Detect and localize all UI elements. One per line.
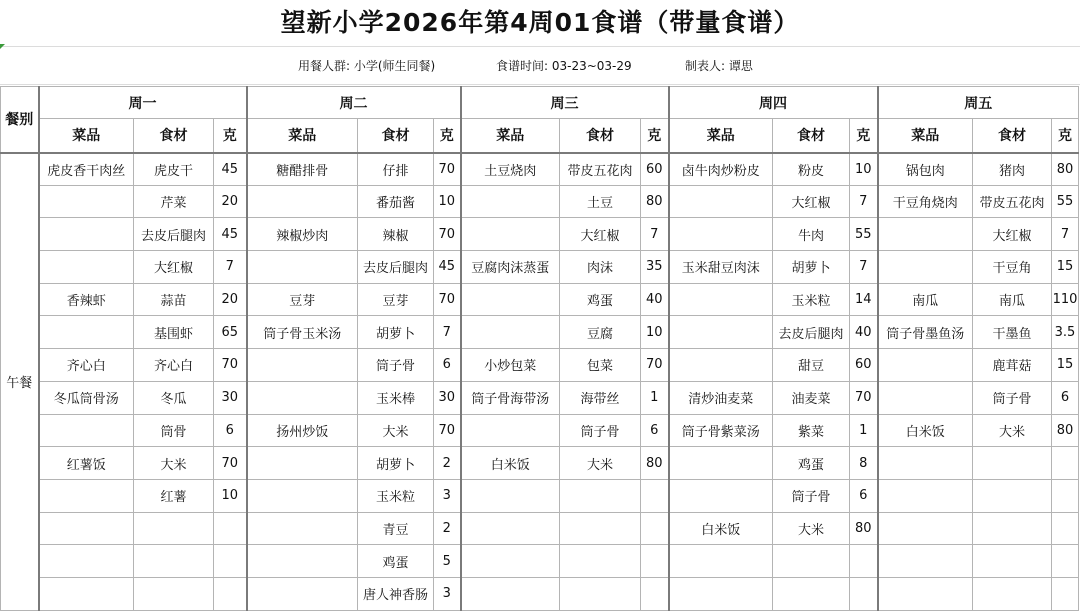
- tue-ingredient-cell: 辣椒: [358, 218, 434, 251]
- fri-grams-cell: 15: [1052, 349, 1079, 382]
- wed-dish-cell: 白米饭: [461, 447, 560, 480]
- mon-ingredient-cell: 去皮后腿肉: [134, 218, 214, 251]
- table-row: [1, 185, 1079, 218]
- mon-ingredient-cell: 大红椒: [134, 251, 214, 284]
- tue-dish-cell: [247, 545, 358, 578]
- grams-header: 克: [214, 119, 247, 153]
- dish-header: 菜品: [669, 119, 773, 153]
- meal-type-cell: 午餐: [1, 153, 39, 611]
- fri-grams-cell: 3.5: [1052, 316, 1079, 349]
- thu-grams-cell: 6: [850, 479, 878, 512]
- dish-header: 菜品: [247, 119, 358, 153]
- wed-ingredient-cell: 筒子骨: [560, 414, 641, 447]
- fri-dish-cell: [878, 218, 973, 251]
- fri-ingredient-cell: 干墨鱼: [973, 316, 1052, 349]
- mon-grams-cell: 10: [214, 479, 247, 512]
- thu-dish-cell: [669, 349, 773, 382]
- wed-ingredient-cell: 海带丝: [560, 381, 641, 414]
- mon-dish-cell: [39, 512, 134, 545]
- wed-dish-cell: [461, 577, 560, 610]
- dish-header: 菜品: [39, 119, 134, 153]
- mon-grams-cell: 45: [214, 153, 247, 186]
- tue-dish-cell: [247, 577, 358, 610]
- menu-body: [1, 153, 1079, 611]
- mon-ingredient-cell: [134, 545, 214, 578]
- fri-ingredient-cell: 干豆角: [973, 251, 1052, 284]
- wed-grams-cell: [641, 577, 669, 610]
- tue-dish-cell: 筒子骨玉米汤: [247, 316, 358, 349]
- mon-dish-cell: [39, 251, 134, 284]
- mon-ingredient-cell: 齐心白: [134, 349, 214, 382]
- tue-ingredient-cell: 玉米棒: [358, 381, 434, 414]
- fri-ingredient-cell: 猪肉: [973, 153, 1052, 186]
- mon-grams-cell: 65: [214, 316, 247, 349]
- wed-ingredient-cell: 豆腐: [560, 316, 641, 349]
- ingredient-header: 食材: [973, 119, 1052, 153]
- wed-dish-cell: [461, 316, 560, 349]
- ingredient-header: 食材: [134, 119, 214, 153]
- thu-grams-cell: 8: [850, 447, 878, 480]
- fri-ingredient-cell: 大红椒: [973, 218, 1052, 251]
- grams-header: 克: [850, 119, 878, 153]
- tue-grams-cell: 10: [434, 185, 461, 218]
- thu-dish-cell: 清炒油麦菜: [669, 381, 773, 414]
- wed-grams-cell: 7: [641, 218, 669, 251]
- tue-dish-cell: 辣椒炒肉: [247, 218, 358, 251]
- thu-dish-cell: 白米饭: [669, 512, 773, 545]
- thu-grams-cell: 14: [850, 283, 878, 316]
- thu-grams-cell: 40: [850, 316, 878, 349]
- grams-header: 克: [1052, 119, 1079, 153]
- fri-dish-cell: [878, 512, 973, 545]
- tue-ingredient-cell: 番茄酱: [358, 185, 434, 218]
- mon-dish-cell: [39, 414, 134, 447]
- fri-ingredient-cell: 筒子骨: [973, 381, 1052, 414]
- tue-dish-cell: [247, 185, 358, 218]
- wed-grams-cell: [641, 512, 669, 545]
- tue-ingredient-cell: 鸡蛋: [358, 545, 434, 578]
- tue-grams-cell: 3: [434, 479, 461, 512]
- fri-ingredient-cell: [973, 512, 1052, 545]
- mon-dish-cell: 冬瓜筒骨汤: [39, 381, 134, 414]
- fri-dish-cell: 筒子骨墨鱼汤: [878, 316, 973, 349]
- mon-ingredient-cell: [134, 577, 214, 610]
- mon-dish-cell: 香辣虾: [39, 283, 134, 316]
- thu-grams-cell: 10: [850, 153, 878, 186]
- wed-dish-cell: [461, 512, 560, 545]
- thu-grams-cell: 1: [850, 414, 878, 447]
- fri-dish-cell: [878, 381, 973, 414]
- mon-grams-cell: 6: [214, 414, 247, 447]
- fri-ingredient-cell: 南瓜: [973, 283, 1052, 316]
- wed-grams-cell: 10: [641, 316, 669, 349]
- table-row: [1, 381, 1079, 414]
- fri-dish-cell: [878, 349, 973, 382]
- fri-dish-cell: [878, 479, 973, 512]
- tue-grams-cell: 7: [434, 316, 461, 349]
- fri-grams-cell: 110: [1052, 283, 1079, 316]
- mon-grams-cell: 7: [214, 251, 247, 284]
- mon-dish-cell: [39, 577, 134, 610]
- thu-ingredient-cell: 粉皮: [773, 153, 850, 186]
- wed-ingredient-cell: 大米: [560, 447, 641, 480]
- fri-dish-cell: [878, 251, 973, 284]
- tue-dish-cell: 糖醋排骨: [247, 153, 358, 186]
- table-row: [1, 512, 1079, 545]
- wed-ingredient-cell: [560, 577, 641, 610]
- thu-ingredient-cell: 去皮后腿肉: [773, 316, 850, 349]
- mon-grams-cell: 20: [214, 283, 247, 316]
- wed-dish-cell: [461, 545, 560, 578]
- table-row: [1, 251, 1079, 284]
- fri-grams-cell: 55: [1052, 185, 1079, 218]
- grams-header: 克: [434, 119, 461, 153]
- tue-grams-cell: 2: [434, 512, 461, 545]
- mon-grams-cell: [214, 512, 247, 545]
- wed-grams-cell: [641, 545, 669, 578]
- thu-ingredient-cell: 玉米粒: [773, 283, 850, 316]
- mon-ingredient-cell: 芹菜: [134, 185, 214, 218]
- meta-divider: [0, 84, 1080, 85]
- ingredient-header: 食材: [773, 119, 850, 153]
- fri-ingredient-cell: [973, 545, 1052, 578]
- fri-dish-cell: [878, 577, 973, 610]
- wed-grams-cell: 60: [641, 153, 669, 186]
- tue-grams-cell: 2: [434, 447, 461, 480]
- tue-dish-cell: [247, 349, 358, 382]
- thu-dish-cell: [669, 185, 773, 218]
- ingredient-header: 食材: [358, 119, 434, 153]
- tue-dish-cell: [247, 447, 358, 480]
- wed-dish-cell: 小炒包菜: [461, 349, 560, 382]
- tue-ingredient-cell: 仔排: [358, 153, 434, 186]
- fri-ingredient-cell: 鹿茸菇: [973, 349, 1052, 382]
- fri-ingredient-cell: [973, 479, 1052, 512]
- tue-ingredient-cell: 去皮后腿肉: [358, 251, 434, 284]
- wed-dish-cell: [461, 479, 560, 512]
- thu-ingredient-cell: 鸡蛋: [773, 447, 850, 480]
- wed-dish-cell: 豆腐肉沫蒸蛋: [461, 251, 560, 284]
- thu-ingredient-cell: 胡萝卜: [773, 251, 850, 284]
- fri-grams-cell: [1052, 512, 1079, 545]
- day-header-fri: 周五: [878, 87, 1079, 119]
- tue-grams-cell: 30: [434, 381, 461, 414]
- tue-grams-cell: 6: [434, 349, 461, 382]
- table-row: [1, 349, 1079, 382]
- tue-dish-cell: [247, 251, 358, 284]
- table-row: [1, 447, 1079, 480]
- dish-header: 菜品: [461, 119, 560, 153]
- fri-dish-cell: [878, 447, 973, 480]
- mon-dish-cell: [39, 185, 134, 218]
- mon-dish-cell: 红薯饭: [39, 447, 134, 480]
- thu-ingredient-cell: 油麦菜: [773, 381, 850, 414]
- tue-grams-cell: 45: [434, 251, 461, 284]
- ingredient-header: 食材: [560, 119, 641, 153]
- tue-ingredient-cell: 胡萝卜: [358, 447, 434, 480]
- period-info: 食谱时间: 03-23~03-29: [496, 59, 632, 73]
- wed-grams-cell: 80: [641, 447, 669, 480]
- mon-dish-cell: 齐心白: [39, 349, 134, 382]
- thu-ingredient-cell: 紫菜: [773, 414, 850, 447]
- thu-dish-cell: 玉米甜豆肉沫: [669, 251, 773, 284]
- wed-dish-cell: [461, 414, 560, 447]
- thu-grams-cell: 7: [850, 251, 878, 284]
- day-header-mon: 周一: [39, 87, 247, 119]
- title-divider: [0, 46, 1080, 47]
- tue-dish-cell: 扬州炒饭: [247, 414, 358, 447]
- author-info: 制表人: 谭思: [685, 59, 753, 73]
- wed-ingredient-cell: 鸡蛋: [560, 283, 641, 316]
- wed-dish-cell: 筒子骨海带汤: [461, 381, 560, 414]
- table-row: [1, 414, 1079, 447]
- tue-dish-cell: [247, 512, 358, 545]
- fri-ingredient-cell: 大米: [973, 414, 1052, 447]
- thu-dish-cell: [669, 447, 773, 480]
- wed-dish-cell: [461, 185, 560, 218]
- table-row: [1, 218, 1079, 251]
- thu-dish-cell: 卤牛肉炒粉皮: [669, 153, 773, 186]
- tue-grams-cell: 70: [434, 218, 461, 251]
- fri-ingredient-cell: [973, 447, 1052, 480]
- thu-ingredient-cell: [773, 577, 850, 610]
- fri-ingredient-cell: [973, 577, 1052, 610]
- fri-ingredient-cell: 带皮五花肉: [973, 185, 1052, 218]
- thu-ingredient-cell: 大红椒: [773, 185, 850, 218]
- table-row: [1, 577, 1079, 610]
- tue-grams-cell: 5: [434, 545, 461, 578]
- tue-ingredient-cell: 青豆: [358, 512, 434, 545]
- fri-dish-cell: 白米饭: [878, 414, 973, 447]
- fri-grams-cell: [1052, 545, 1079, 578]
- fri-grams-cell: [1052, 479, 1079, 512]
- wed-dish-cell: [461, 218, 560, 251]
- wed-ingredient-cell: [560, 479, 641, 512]
- tue-dish-cell: 豆芽: [247, 283, 358, 316]
- fri-dish-cell: [878, 545, 973, 578]
- mon-grams-cell: [214, 545, 247, 578]
- wed-grams-cell: 80: [641, 185, 669, 218]
- tue-dish-cell: [247, 479, 358, 512]
- tue-ingredient-cell: 筒子骨: [358, 349, 434, 382]
- mon-ingredient-cell: [134, 512, 214, 545]
- table-row: [1, 283, 1079, 316]
- thu-dish-cell: [669, 577, 773, 610]
- mon-dish-cell: [39, 545, 134, 578]
- table-row: [1, 545, 1079, 578]
- tue-dish-cell: [247, 381, 358, 414]
- mon-dish-cell: [39, 316, 134, 349]
- thu-dish-cell: [669, 479, 773, 512]
- mon-dish-cell: [39, 479, 134, 512]
- wed-grams-cell: [641, 479, 669, 512]
- menu-table: [0, 86, 1079, 611]
- thu-grams-cell: 70: [850, 381, 878, 414]
- thu-dish-cell: [669, 316, 773, 349]
- mon-grams-cell: [214, 577, 247, 610]
- wed-ingredient-cell: 带皮五花肉: [560, 153, 641, 186]
- thu-grams-cell: 80: [850, 512, 878, 545]
- thu-grams-cell: 7: [850, 185, 878, 218]
- fri-grams-cell: 80: [1052, 153, 1079, 186]
- thu-grams-cell: [850, 577, 878, 610]
- selection-corner-marker: [0, 44, 5, 49]
- fri-dish-cell: 锅包肉: [878, 153, 973, 186]
- fri-grams-cell: [1052, 577, 1079, 610]
- meal-type-header: 餐别: [1, 87, 39, 153]
- mon-ingredient-cell: 大米: [134, 447, 214, 480]
- wed-ingredient-cell: [560, 545, 641, 578]
- mon-ingredient-cell: 冬瓜: [134, 381, 214, 414]
- tue-ingredient-cell: 玉米粒: [358, 479, 434, 512]
- wed-grams-cell: 6: [641, 414, 669, 447]
- fri-grams-cell: 15: [1052, 251, 1079, 284]
- wed-ingredient-cell: 肉沫: [560, 251, 641, 284]
- wed-grams-cell: 70: [641, 349, 669, 382]
- wed-grams-cell: 40: [641, 283, 669, 316]
- diners-info: 用餐人群: 小学(师生同餐): [298, 59, 436, 73]
- day-header-thu: 周四: [669, 87, 878, 119]
- wed-ingredient-cell: 土豆: [560, 185, 641, 218]
- thu-dish-cell: [669, 545, 773, 578]
- thu-grams-cell: 55: [850, 218, 878, 251]
- wed-ingredient-cell: 包菜: [560, 349, 641, 382]
- tue-ingredient-cell: 豆芽: [358, 283, 434, 316]
- thu-dish-cell: [669, 218, 773, 251]
- mon-dish-cell: [39, 218, 134, 251]
- grams-header: 克: [641, 119, 669, 153]
- mon-dish-cell: 虎皮香干肉丝: [39, 153, 134, 186]
- wed-grams-cell: 1: [641, 381, 669, 414]
- mon-ingredient-cell: 蒜苗: [134, 283, 214, 316]
- mon-ingredient-cell: 筒骨: [134, 414, 214, 447]
- mon-grams-cell: 45: [214, 218, 247, 251]
- table-row: [1, 316, 1079, 349]
- wed-ingredient-cell: [560, 512, 641, 545]
- thu-ingredient-cell: 大米: [773, 512, 850, 545]
- fri-grams-cell: 80: [1052, 414, 1079, 447]
- column-header-row: [1, 119, 1079, 153]
- day-header-tue: 周二: [247, 87, 461, 119]
- wed-dish-cell: 土豆烧肉: [461, 153, 560, 186]
- thu-dish-cell: [669, 283, 773, 316]
- wed-grams-cell: 35: [641, 251, 669, 284]
- mon-ingredient-cell: 红薯: [134, 479, 214, 512]
- tue-grams-cell: 70: [434, 283, 461, 316]
- fri-dish-cell: 南瓜: [878, 283, 973, 316]
- tue-grams-cell: 70: [434, 414, 461, 447]
- thu-ingredient-cell: 牛肉: [773, 218, 850, 251]
- wed-dish-cell: [461, 283, 560, 316]
- tue-grams-cell: 3: [434, 577, 461, 610]
- fri-grams-cell: [1052, 447, 1079, 480]
- mon-grams-cell: 30: [214, 381, 247, 414]
- dish-header: 菜品: [878, 119, 973, 153]
- thu-ingredient-cell: 筒子骨: [773, 479, 850, 512]
- mon-grams-cell: 20: [214, 185, 247, 218]
- mon-ingredient-cell: 虎皮干: [134, 153, 214, 186]
- thu-dish-cell: 筒子骨紫菜汤: [669, 414, 773, 447]
- fri-grams-cell: 7: [1052, 218, 1079, 251]
- tue-ingredient-cell: 胡萝卜: [358, 316, 434, 349]
- fri-grams-cell: 6: [1052, 381, 1079, 414]
- thu-ingredient-cell: 甜豆: [773, 349, 850, 382]
- tue-grams-cell: 70: [434, 153, 461, 186]
- thu-grams-cell: 60: [850, 349, 878, 382]
- day-header-row: [1, 87, 1079, 119]
- table-row: [1, 479, 1079, 512]
- thu-ingredient-cell: [773, 545, 850, 578]
- mon-ingredient-cell: 基围虾: [134, 316, 214, 349]
- day-header-wed: 周三: [461, 87, 669, 119]
- table-row: [1, 153, 1079, 186]
- tue-ingredient-cell: 大米: [358, 414, 434, 447]
- thu-grams-cell: [850, 545, 878, 578]
- mon-grams-cell: 70: [214, 447, 247, 480]
- tue-ingredient-cell: 唐人神香肠: [358, 577, 434, 610]
- mon-grams-cell: 70: [214, 349, 247, 382]
- page-title: 望新小学2026年第4周01食谱（带量食谱）: [280, 8, 800, 37]
- wed-ingredient-cell: 大红椒: [560, 218, 641, 251]
- fri-dish-cell: 干豆角烧肉: [878, 185, 973, 218]
